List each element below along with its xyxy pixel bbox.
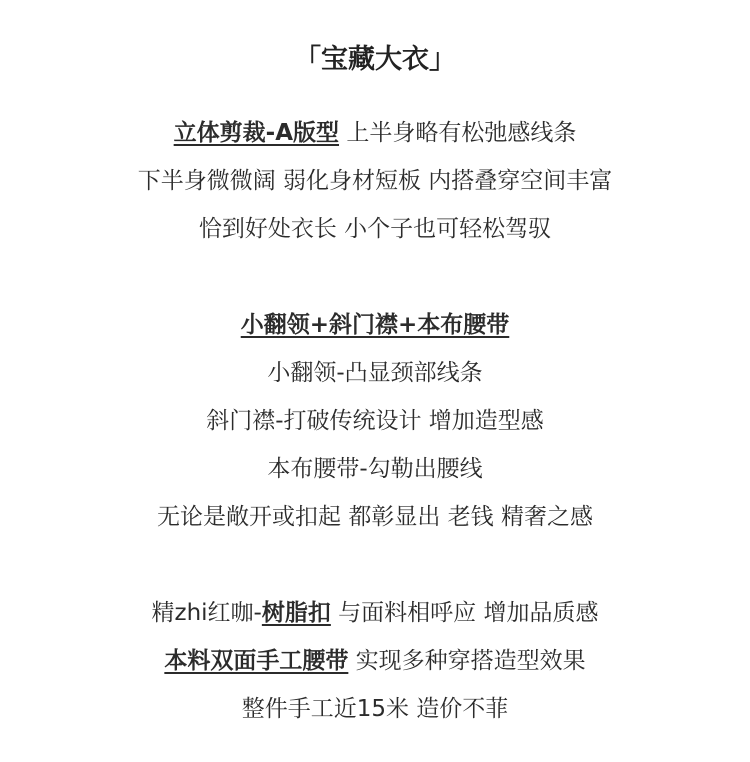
detail-line-1-prefix: 精zhi红咖-: [151, 600, 262, 626]
collar-line-3: 本布腰带-勾勒出腰线: [267, 456, 483, 482]
button-highlight: 树脂扣: [261, 600, 331, 626]
detail-line-1-text: 与面料相呼应 增加品质感: [330, 600, 599, 626]
cut-line-1-text: 上半身略有松弛感线条: [339, 120, 577, 146]
page-title: 「宝藏大衣」: [294, 44, 456, 75]
cut-line-3: 恰到好处衣长 小个子也可轻松驾驭: [198, 216, 552, 242]
detail-line-2: [0, 644, 750, 678]
collar-heading-text: 小翻领+斜门襟+本布腰带: [240, 312, 510, 338]
collar-line-2: 斜门襟-打破传统设计 增加造型感: [206, 408, 544, 434]
collar-line-1: 小翻领-凸显颈部线条: [267, 360, 483, 386]
cut-line-1: [0, 116, 750, 150]
collar-line-4: 无论是敞开或扣起 都彰显出 老钱 精奢之感: [157, 504, 593, 530]
detail-line-3: 整件手工近15米 造价不菲: [241, 696, 509, 722]
cut-highlight: 立体剪裁-A版型: [173, 120, 340, 146]
belt-highlight: 本料双面手工腰带: [164, 648, 349, 674]
detail-line-1: [0, 596, 750, 630]
cut-line-2: 下半身微微阔 弱化身材短板 内搭叠穿空间丰富: [137, 168, 613, 194]
collar-heading: [0, 308, 750, 342]
detail-line-2-text: 实现多种穿搭造型效果: [348, 648, 586, 674]
